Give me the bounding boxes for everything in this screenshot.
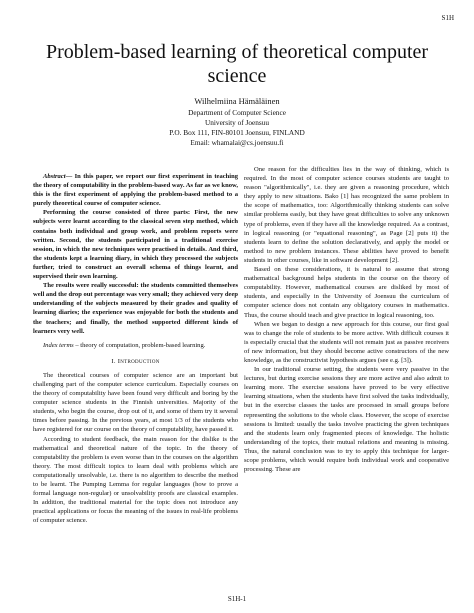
intro-paragraph-2: According to student feedback, the main reason for the dislike is the mathematical and theoretical nature of the topic. In the theory of computability the problem is even worse than in the courses on the algorithm theory. The most difficult topics to learn deal with problems which are computationally unsolvable, i.e. there is no algorithm to describe the method to be learnt. The Pumping Lemma for regular languages (how to prove a formal language non-regular) or unsolvability proofs are classical examples. In addition, the traditional material for the topic does not introduce any practical applications or focus the meaning of the issues in real-life problems of computer science. (33, 435, 238, 525)
section-number: I. (111, 357, 116, 365)
author-email: Email: whamalai@cs.joensuu.fi (190, 138, 284, 147)
left-column (33, 172, 238, 525)
footer-page-mark: S1H-1 (227, 595, 247, 603)
author-department: Department of Computer Science (188, 108, 286, 117)
right-column (244, 165, 449, 474)
right-paragraph-1: One reason for the difficulties lies in the way of thinking, which is required. In the most of computer science courses students are taught to reason "algorithmically", i.e. they are given a reasoning procedure, which they apply to new situations. Bako [1] has recognized the same problem in the scope of mathematics, too: Algorithmically thinking students can solve similar problems easily, but they have great difficulties to solve any unknown type of problems, even if they have all the knowledge required. As a contrast, in logical reasoning (or "equational reasoning", as Page [2] puts it) the students learn to define the solution declaratively, and apply the model or method to new problem instances. These abilities have proved to benefit students in other courses, like in software development [2]. (244, 166, 449, 264)
section-heading-introduction (33, 357, 238, 366)
author-university: University of Joensuu (204, 118, 270, 127)
right-paragraph-4: In our traditional course setting, the students were very passive in the lectures, but during exercise sessions they are more active and also admit to learning more. The exercise sessions have proved to be very effective learning situations, when the students have first solved the tasks individually, but in the exercise classes the tasks are processed in small groups before representing the solutions to the whole class. However, the scope of exercise sessions is limited: usually the tasks involve practicing the given techniques and the students learn only fragmented pieces of knowledge. The holistic understanding of the topics, their mutual relations and meaning is missing. Thus, the natural conclusion was to try to apply this technique for larger-scope problems, which would require both individual work and cooperative processing. These are (244, 366, 449, 474)
abstract-label: Abstract (43, 173, 66, 180)
right-paragraph-3: When we began to design a new approach for this course, our first goal was to change the role of students to be more active. With difficult courses it is especially crucial that the students will not remain just as passive receivers of new information, but they should become active constructors of the new knowledge, as the constructivist hypothesis argues (see e.g. [3]). (244, 320, 449, 364)
index-terms (33, 341, 238, 350)
author-address: P.O. Box 111, FIN-80101 Joensuu, FINLAND (169, 128, 305, 137)
header-page-mark: S1H (441, 14, 454, 22)
right-paragraph-2: Based on these considerations, it is natural to assume that strong mathematical background helps students in the course on the theory of computability. However, mathematical courses are disliked by most of students, and especially in the University of Joensuu the curriculum of computer science does not contain any obligatory courses in mathematics. Thus, the course should teach and give practice in logical reasoning, too. (244, 266, 449, 319)
author-block (120, 95, 354, 148)
abstract-text-1: In this paper, we report our first experiment in teaching the theory of computability in the problem-based way. As far as we know, this is the first experiment of applying the problem-based method to a purely theoretical course of computer science. (33, 173, 239, 208)
abstract-paragraph-1 (33, 172, 238, 208)
index-terms-label: Index terms (43, 341, 74, 349)
abstract-paragraph-2: Performing the course consisted of three parts: First, the new subjects were learnt according to the classical seven step method, which contains both individual and group work, and problem reports were written. Second, the students participated in a traditional exercise session, in which the new techniques were practised in details. And third, the students kept a learning diary, in which they processed the subjects further, tried to construct an overall schema of things learnt, and supervised their own learning. (33, 209, 238, 281)
abstract-paragraph-3: The results were really successful: the students committed themselves well and the drop out percentage was very small; they achieved very deep understanding of the subjects measured by their grades and quality of learning diaries; the experience was enjoyable for both the students and the teachers; and finally, the method supported different kinds of learners very well. (33, 282, 238, 335)
author-name: Wilhelmiina Hämäläinen (194, 96, 280, 106)
paper-title: Problem-based learning of theoretical computer science (45, 41, 429, 87)
intro-paragraph-1: The theoretical courses of computer science are an important but challenging part of the computer science curriculum. Especially courses on the theory of computability have been found very difficult and boring by the computer science students in the Finnish universities. Majority of the students, who begin the course, drop out of it, and some of them try it several times before passing. In the previous years, at most 1/3 of the students who have registered for our course on the theory of computability, have passed it. (33, 371, 238, 434)
abstract-dash: — (65, 173, 75, 180)
section-title: Introduction (117, 357, 160, 365)
index-terms-text: – theory of computation, problem-based learning. (73, 341, 206, 349)
